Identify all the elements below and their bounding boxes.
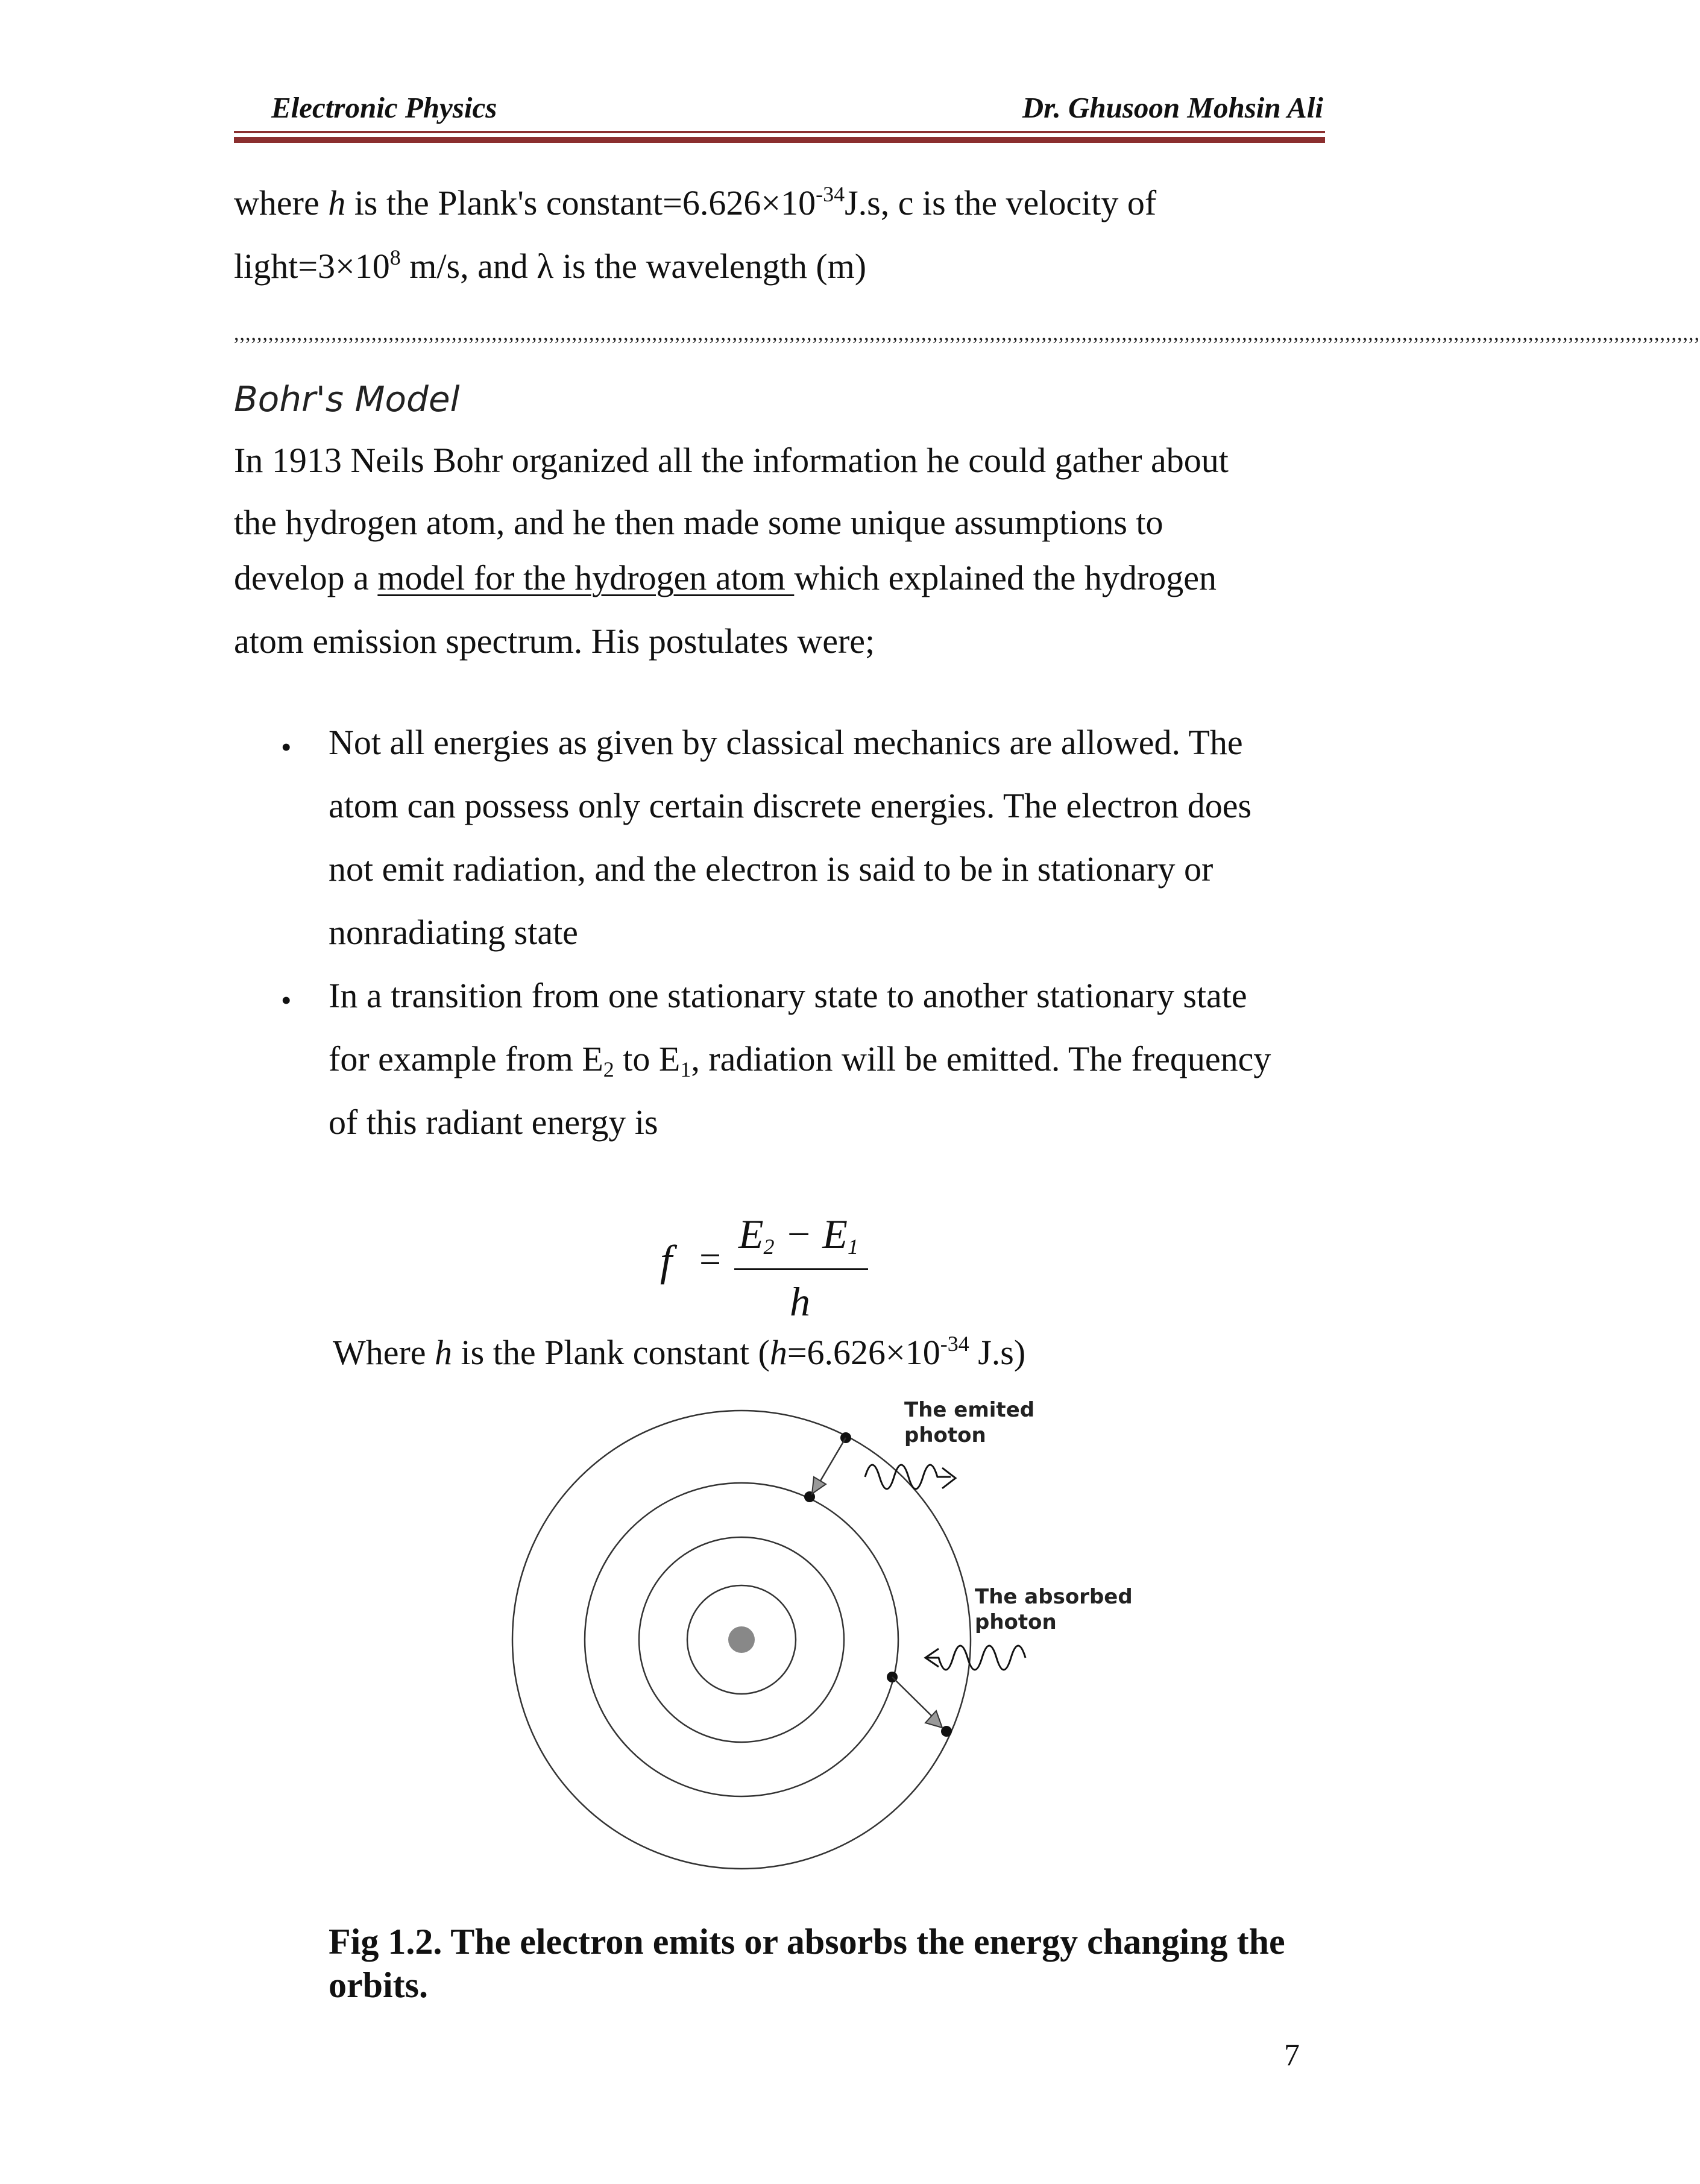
bullet-1-line-3: not emit radiation, and the electron is said to be in stationary or <box>329 849 1214 889</box>
header-course-title: Electronic Physics <box>271 91 497 124</box>
header-rule-thick <box>234 137 1325 143</box>
page-number: 7 <box>1284 2038 1300 2072</box>
equation-numerator: $E_2 - E_1$ <box>738 1211 858 1259</box>
label-absorbed-line-2: photon <box>975 1610 1057 1634</box>
absorbed-photon-wave <box>925 1646 1025 1670</box>
separator-line: ,,,,,,,,,,,,,,,,,,,,,,,,,,,,,,,,,,,,,,,,,,,,,,,,,,,,,,,,,,,,,,,,,,,,,,,,,,,,,,,,,,,,,,,,,,,,,,,,,,,,,,,,,,,,,,,,,,,,,,,,,,,,,,,,,,,,,,,,,,,,,,,,,,,,,,,,,,,,,,,,,,,,,,,,,,,,,,,,,,,,,,,,,,,,,,,,,,,,,,,,,,,,,,,,,,,,,,,,,,,,,,,,,,,,,,,,,,,,,,,,,,,,,,,,,,,,,,,, <box>234 323 1700 345</box>
bullet-2-line-3: of this radiant energy is <box>329 1103 658 1142</box>
underlined-phrase: model for the hydrogen atom <box>377 558 795 597</box>
fraction-bar <box>734 1268 868 1270</box>
header-rule-thin <box>234 131 1325 133</box>
label-absorbed-line-1: The absorbed <box>975 1585 1133 1609</box>
emission-transition-arrow <box>820 1438 846 1482</box>
section-line-2: the hydrogen atom, and he then made some unique assumptions to <box>234 503 1163 542</box>
label-emitted-line-2: photon <box>904 1423 986 1447</box>
bullet-2-line-2: for example from $E_2$ to $E_1$, radiation will be emitted. The frequency <box>329 1039 1271 1081</box>
bullet-1-line-4: nonradiating state <box>329 913 578 952</box>
section-line-3: develop a model for the hydrogen atom which explained the hydrogen <box>234 558 1217 597</box>
page-header <box>271 90 1323 127</box>
absorption-arrowhead <box>925 1711 942 1728</box>
figure-caption: Fig 1.2. The electron emits or absorbs the energy changing the orbits. <box>329 1922 1285 2005</box>
section-line-1: In 1913 Neils Bohr organized all the information he could gather about <box>234 441 1229 480</box>
label-emitted-line-1: The emited <box>904 1398 1035 1422</box>
emitted-photon-wave <box>865 1465 951 1489</box>
absorption-transition-arrow <box>892 1677 933 1717</box>
emission-arrowhead <box>812 1477 826 1494</box>
where-line: Where h is the Plank constant ($h=6.626\times 10^{-34}$ J.s) <box>333 1332 1026 1372</box>
header-author: Dr. Ghusoon Mohsin Ali <box>1022 91 1323 124</box>
bullet-marker: • <box>281 983 292 1017</box>
bullet-1-line-2: atom can possess only certain discrete energies. The electron does <box>329 786 1252 825</box>
nucleus <box>728 1626 755 1653</box>
intro-line-2: $light=3\times 10^8$ m/s, and λ is the wavelength (m) <box>234 245 867 286</box>
equation-denominator: h <box>790 1279 810 1324</box>
emitted-photon-arrowhead <box>942 1468 955 1488</box>
bullet-marker: • <box>281 730 292 764</box>
section-title: Bohr's Model <box>234 379 460 420</box>
equation-equals: = <box>699 1238 722 1280</box>
intro-line-1: where h is the Plank's $constant=6.626\times 10^{-34}J.s$, c is the velocity of <box>234 182 1157 222</box>
equation-lhs: f <box>660 1236 673 1285</box>
bullet-1-line-1: Not all energies as given by classical mechanics are allowed. The <box>329 723 1243 762</box>
section-line-4: atom emission spectrum. His postulates were; <box>234 622 875 661</box>
bullet-2-line-1: In a transition from one stationary state to another stationary state <box>329 976 1247 1015</box>
bohr-atom-figure <box>503 1393 1136 1851</box>
